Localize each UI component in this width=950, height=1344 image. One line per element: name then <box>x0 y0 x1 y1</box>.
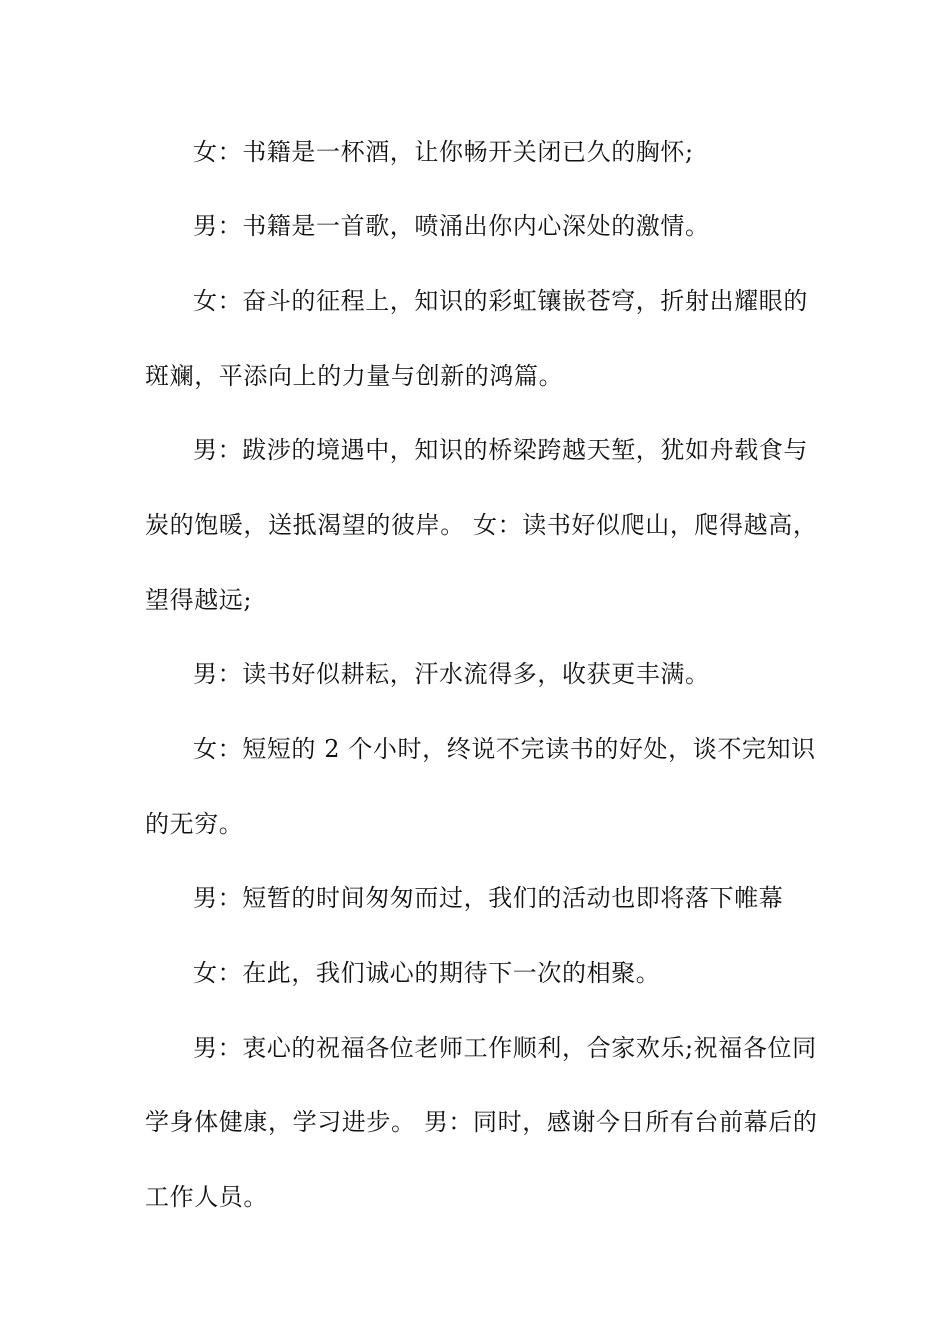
text-line: 女：书籍是一杯酒，让你畅开关闭已久的胸怀; <box>193 138 694 166</box>
text-line: 的无穷。 <box>145 810 244 838</box>
text-line: 女：在此，我们诚心的期待下一次的相聚。 <box>193 959 661 987</box>
text-line: 男：书籍是一首歌，喷涌出你内心深处的激情。 <box>193 212 710 240</box>
text-line: 斑斓，平添向上的力量与创新的鸿篇。 <box>145 362 564 390</box>
text-line: 炭的饱暖，送抵渴望的彼岸。 女：读书好似爬山，爬得越高， <box>145 511 818 539</box>
text-line: 男：衷心的祝福各位老师工作顺利，合家欢乐;祝福各位同 <box>193 1034 817 1062</box>
text-line: 工作人员。 <box>145 1183 268 1211</box>
text-line: 女：短短的 2 个小时，终说不完读书的好处，谈不完知识 <box>193 735 816 763</box>
text-line: 女：奋斗的征程上，知识的彩虹镶嵌苍穹，折射出耀眼的 <box>193 287 808 315</box>
text-line: 男：读书好似耕耘，汗水流得多，收获更丰满。 <box>193 660 710 688</box>
text-line: 望得越远; <box>145 586 253 614</box>
text-line: 男：跋涉的境遇中，知识的桥梁跨越天堑，犹如舟载食与 <box>193 436 808 464</box>
text-line: 男：短暂的时间匆匆而过，我们的活动也即将落下帷幕 <box>193 884 784 912</box>
text-line: 学身体健康，学习进步。 男：同时，感谢今日所有台前幕后的 <box>145 1108 818 1136</box>
